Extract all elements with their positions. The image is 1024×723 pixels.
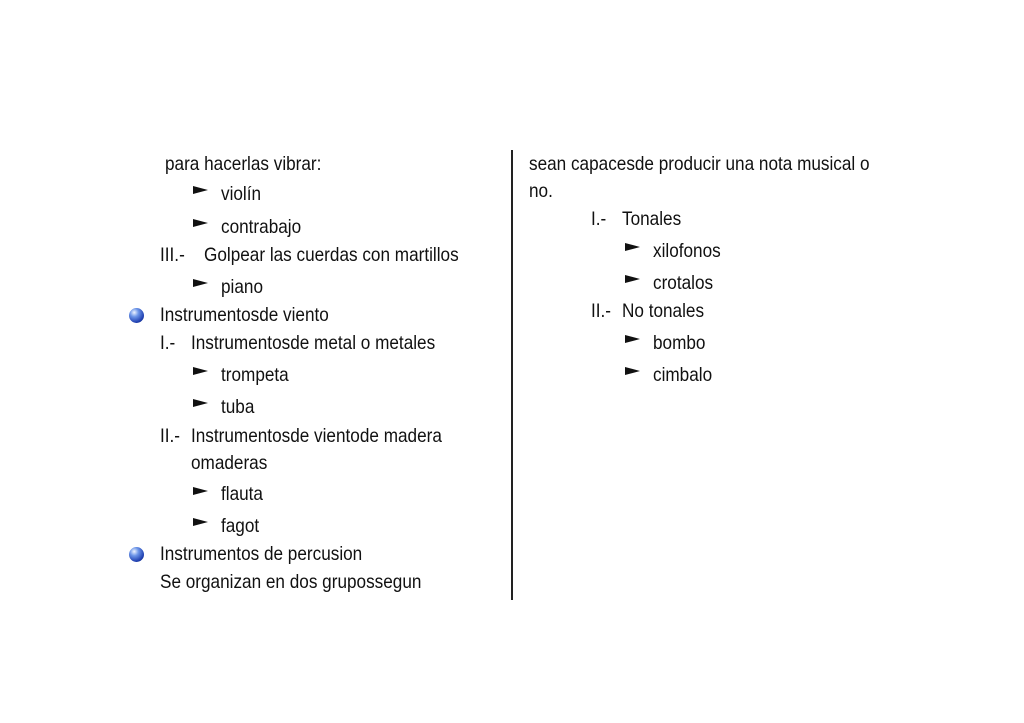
list-item-trompeta: trompeta	[221, 364, 289, 386]
list-item-violin: violín	[221, 183, 262, 205]
right-pointer-arrow-icon	[625, 367, 640, 375]
list-item-xilofonos: xilofonos	[653, 240, 721, 262]
section-text-no-tonales: No tonales	[622, 300, 705, 322]
list-item-tuba: tuba	[221, 396, 255, 418]
section-marker-madera: II.-	[160, 425, 181, 447]
blue-sphere-bullet-icon	[129, 547, 144, 562]
right-pointer-arrow-icon	[625, 243, 640, 251]
blue-sphere-bullet-icon	[129, 308, 144, 323]
section-marker-iii: III.-	[160, 244, 185, 266]
section-text-iii: Golpear las cuerdas con martillos	[204, 244, 459, 266]
right-pointer-arrow-icon	[625, 335, 640, 343]
heading-percusion: Instrumentos de percusion	[160, 543, 363, 565]
list-item-contrabajo: contrabajo	[221, 216, 302, 238]
section-marker-tonales: I.-	[591, 208, 607, 230]
section-text-metal: Instrumentosde metal o metales	[191, 332, 436, 354]
right-pointer-arrow-icon	[193, 186, 208, 194]
right-text-2: no.	[529, 180, 553, 202]
column-divider	[511, 150, 513, 600]
list-item-flauta: flauta	[221, 483, 263, 505]
list-item-fagot: fagot	[221, 515, 260, 537]
list-item-bombo: bombo	[653, 332, 706, 354]
list-item-piano: piano	[221, 276, 263, 298]
list-item-crotalos: crotalos	[653, 272, 714, 294]
right-pointer-arrow-icon	[193, 367, 208, 375]
right-pointer-arrow-icon	[193, 279, 208, 287]
right-text-1: sean capacesde producir una nota musical o	[529, 153, 870, 175]
list-item-cimbalo: cimbalo	[653, 364, 713, 386]
right-pointer-arrow-icon	[193, 219, 208, 227]
section-text-tonales: Tonales	[622, 208, 682, 230]
right-pointer-arrow-icon	[625, 275, 640, 283]
right-pointer-arrow-icon	[193, 518, 208, 526]
right-pointer-arrow-icon	[193, 399, 208, 407]
section-text-madera-1: Instrumentosde vientode madera	[191, 425, 442, 447]
heading-viento: Instrumentosde viento	[160, 304, 329, 326]
section-text-madera-2: omaderas	[191, 452, 268, 474]
right-pointer-arrow-icon	[193, 487, 208, 495]
section-marker-no-tonales: II.-	[591, 300, 612, 322]
percusion-text: Se organizan en dos grupossegun	[160, 571, 422, 593]
section-marker-metal: I.-	[160, 332, 176, 354]
intro-line: para hacerlas vibrar:	[165, 153, 322, 175]
